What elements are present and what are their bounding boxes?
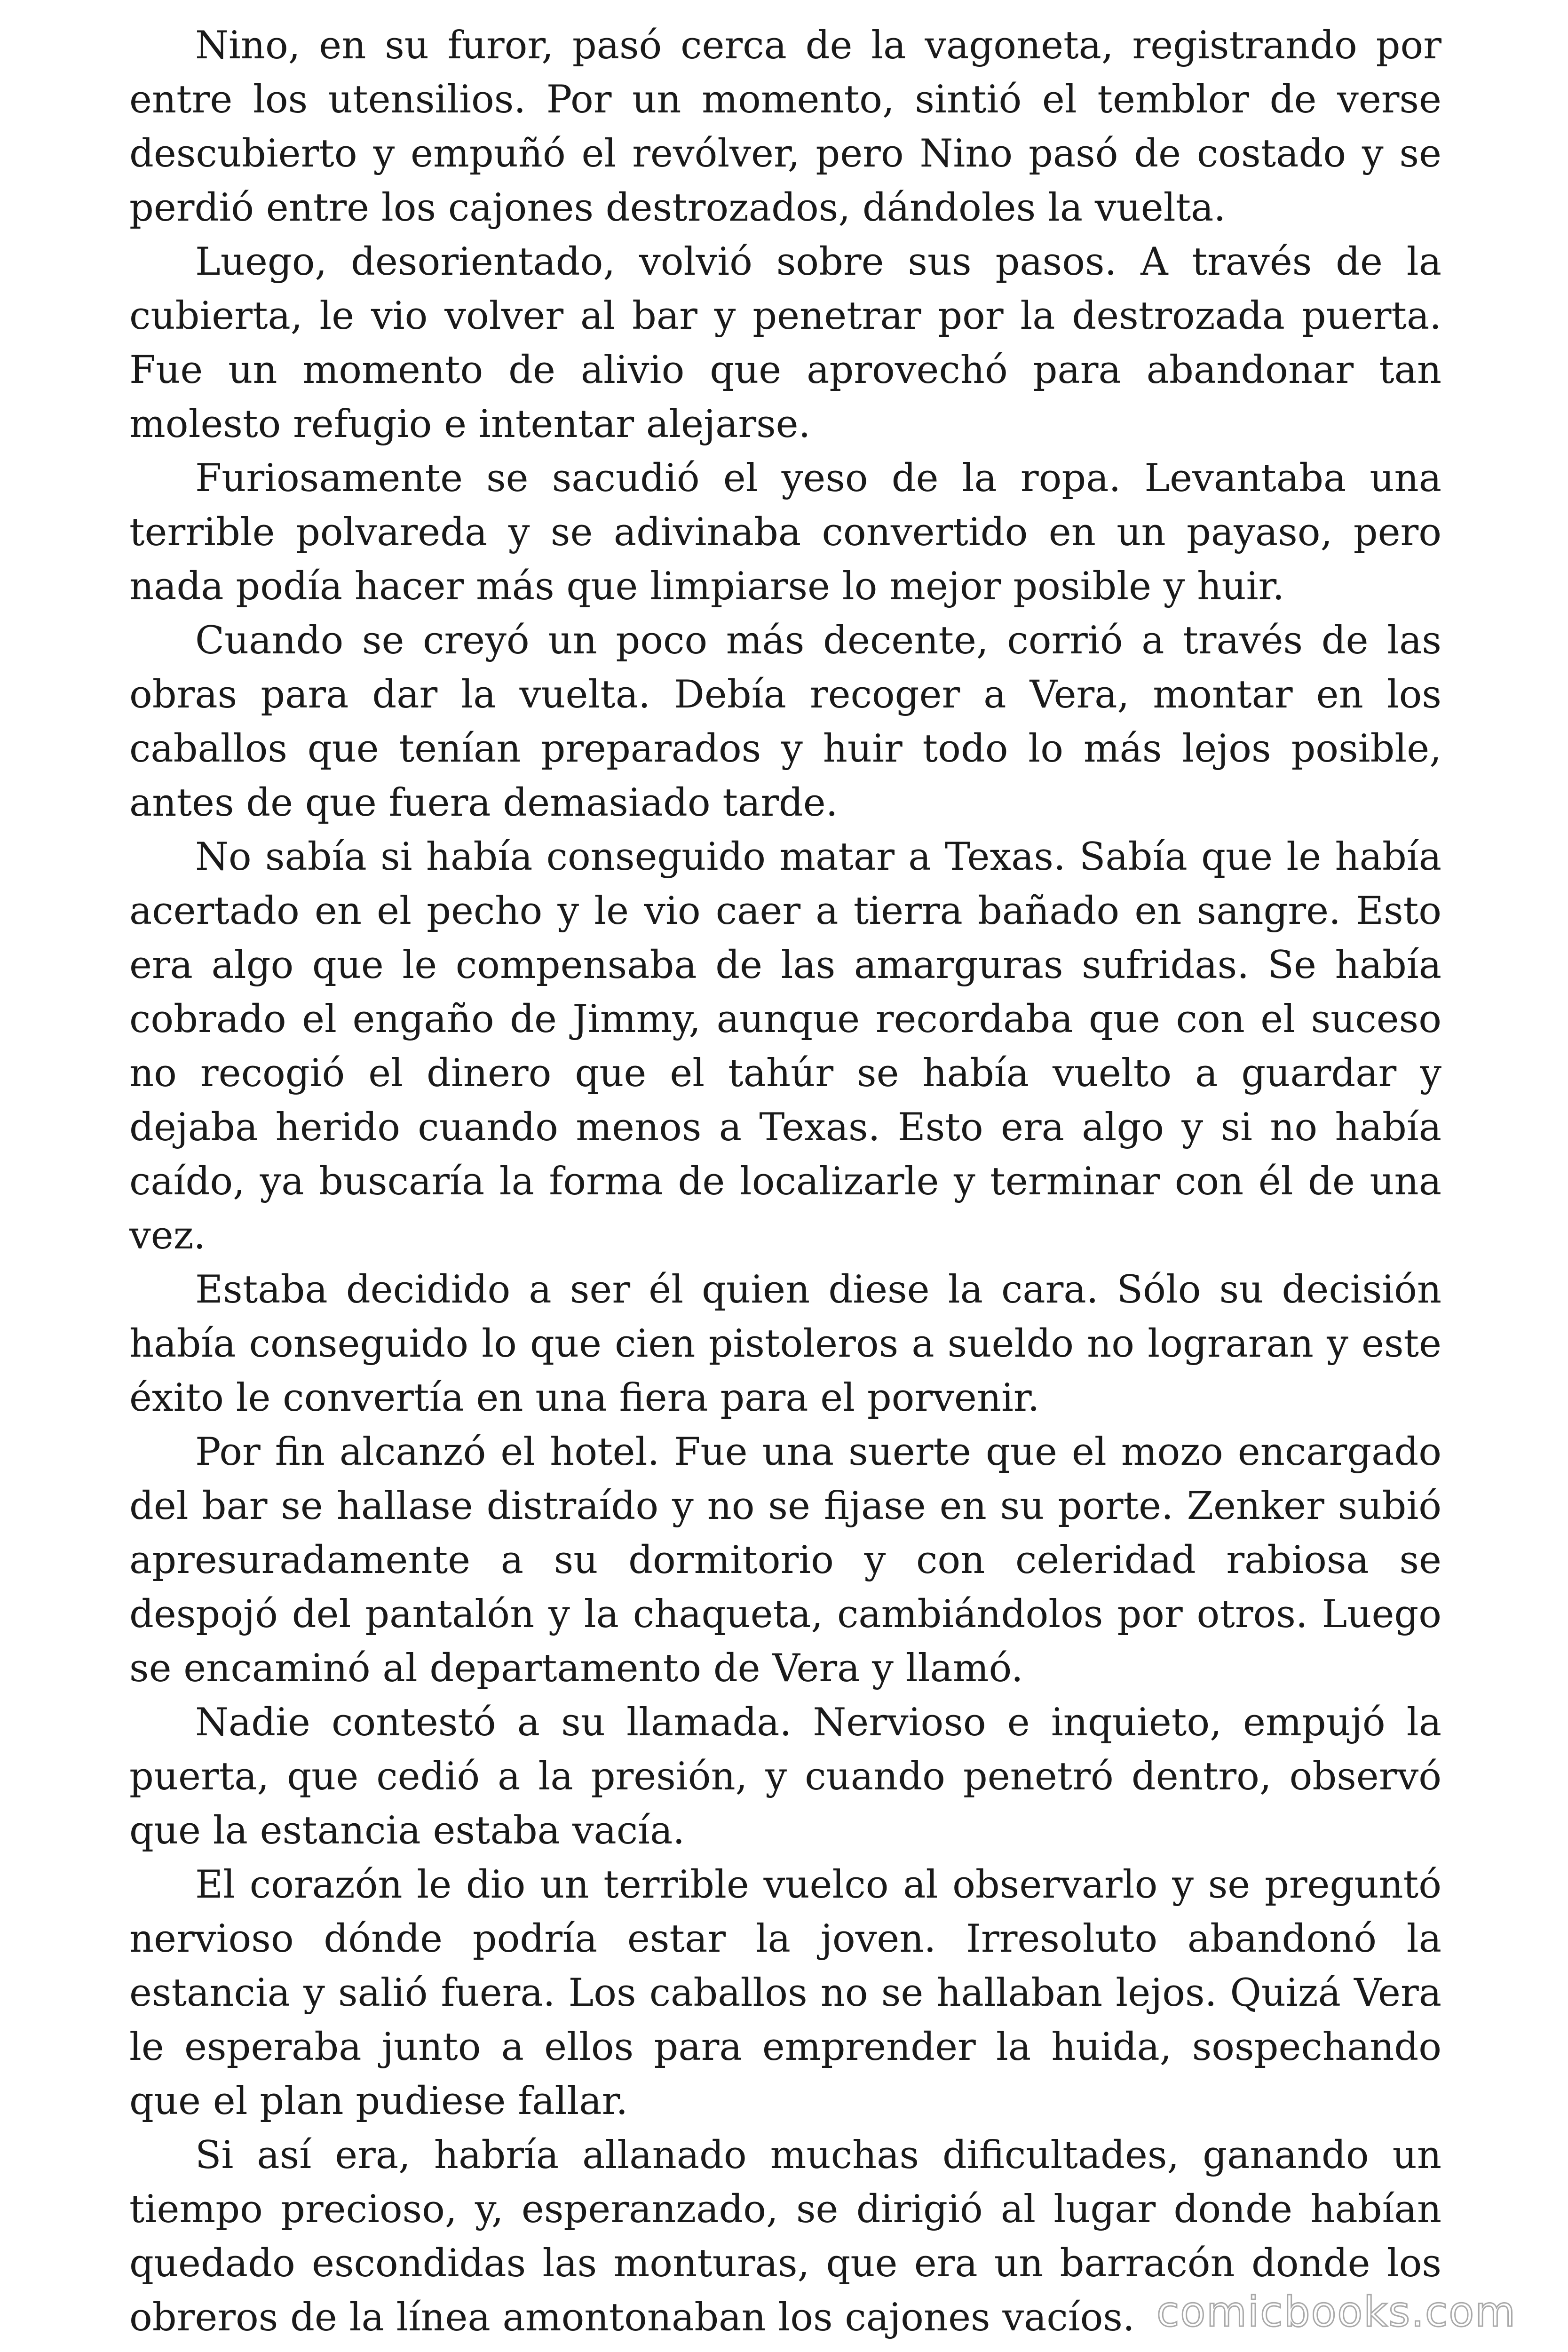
paragraph-8: Nadie contestó a su llamada. Nervioso e inquieto, empujó la puerta, que cedió a la presión, y cuando penetró dentro, observó que la estancia estaba vacía. — [129, 1700, 1441, 1853]
paragraph-6: Estaba decidido a ser él quien diese la cara. Sólo su decisión había conseguido lo que cien pistoleros a sueldo no lograran y este éxito le convertía en una fiera para el porvenir. — [129, 1268, 1441, 1420]
paragraph-7: Por fin alcanzó el hotel. Fue una suerte que el mozo encargado del bar se hallase distraído y no se fijase en su porte. Zenker subió apresuradamente a su dormitorio y con celeridad rabiosa se despojó del pantalón y la chaqueta, cambiándolos por otros. Luego se encaminó al departamento de Vera y llamó. — [129, 1430, 1441, 1691]
paragraph-9: El corazón le dio un terrible vuelco al observarlo y se preguntó nervioso dónde podría estar la joven. Irresoluto abandonó la estancia y salió fuera. Los caballos no se hallaban lejos. Quizá Vera le esperaba junto a ellos para emprender la huida, sospechando que el plan pudiese fallar. — [129, 1863, 1441, 2123]
paragraph-5: No sabía si había conseguido matar a Texas. Sabía que le había acertado en el pecho y le vio caer a tierra bañado en sangre. Esto era algo que le compensaba de las amarguras sufridas. Se había cobrado el engaño de Jimmy, aunque recordaba que con el suceso no recogió el dinero que el tahúr se había vuelto a guardar y dejaba herido cuando menos a Texas. Esto era algo y si no había caído, ya buscaría la forma de localizarle y terminar con él de una vez. — [129, 835, 1441, 1258]
paragraph-3: Furiosamente se sacudió el yeso de la ropa. Levantaba una terrible polvareda y se adivinaba convertido en un payaso, pero nada podía hacer más que limpiarse lo mejor posible y huir. — [129, 456, 1441, 609]
paragraph-2: Luego, desorientado, volvió sobre sus pasos. A través de la cubierta, le vio volver al bar y penetrar por la destrozada puerta. Fue un momento de alivio que aprovechó para abandonar tan molesto refugio e intentar alejarse. — [129, 240, 1441, 446]
watermark: comicbooks.com — [1156, 2288, 1516, 2336]
paragraph-1: Nino, en su furor, pasó cerca de la vagoneta, registrando por entre los utensilios. Por un momento, sintió el temblor de verse descubierto y empuñó el revólver, pero Nino pasó de costado y se perdió entre los cajones destrozados, dándoles la vuelta. — [129, 24, 1441, 230]
paragraph-4: Cuando se creyó un poco más decente, corrió a través de las obras para dar la vuelta. Debía recoger a Vera, montar en los caballos que tenían preparados y huir todo lo más lejos posible, antes de que fuera demasiado tarde. — [129, 619, 1441, 825]
paragraph-10: Si así era, habría allanado muchas dificultades, ganando un tiempo precioso, y, esperanzado, se dirigió al lugar donde habían quedado escondidas las monturas, que era un barracón donde los obreros de la línea amontonaban los cajones vacíos. — [129, 2133, 1441, 2340]
